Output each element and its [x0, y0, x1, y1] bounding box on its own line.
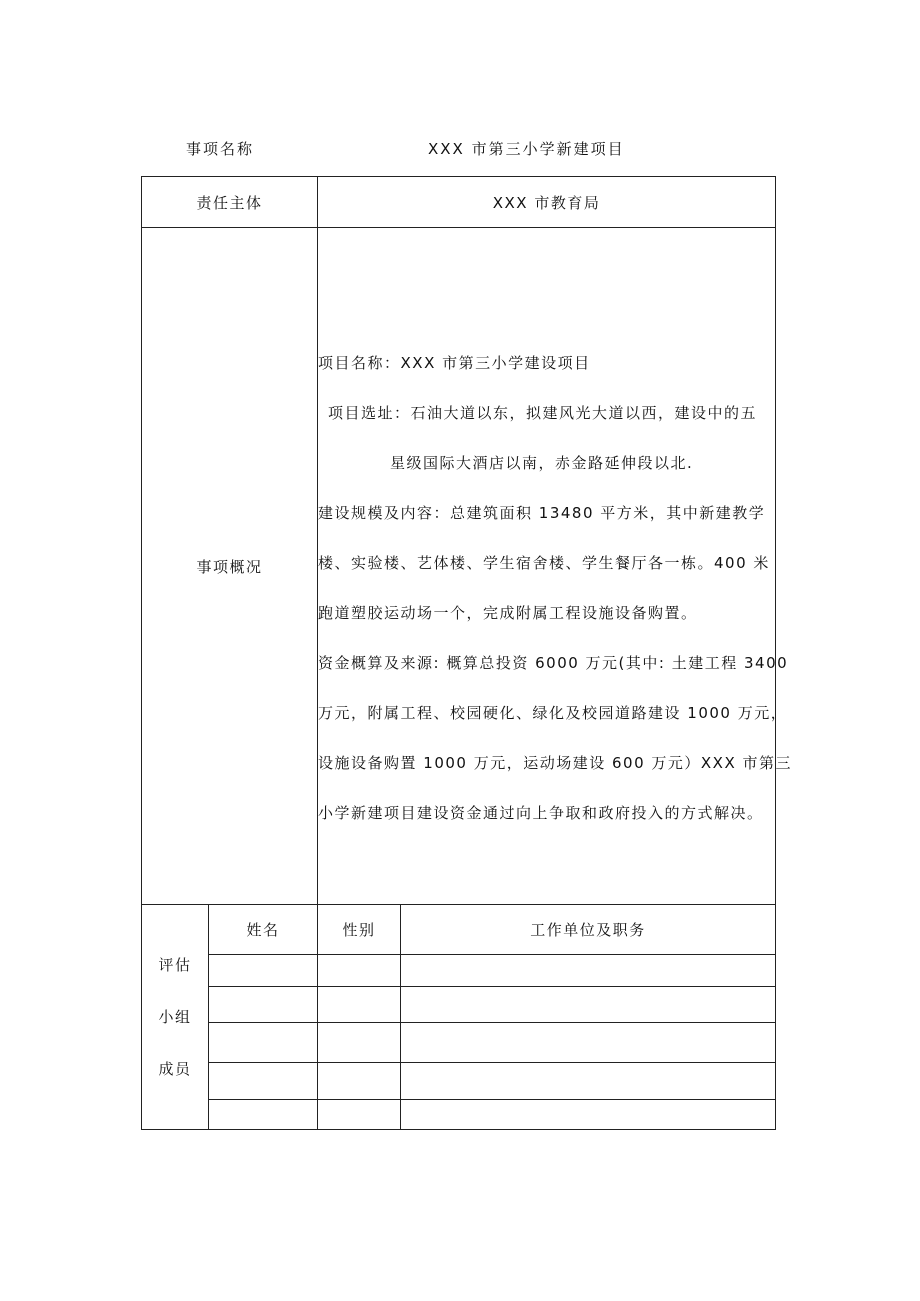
- member-name-cell: [209, 987, 318, 1023]
- member-row: [142, 1063, 776, 1100]
- member-workplace-cell: [401, 1023, 776, 1063]
- overview-line: 小学新建项目建设资金通过向上争取和政府投入的方式解决。: [318, 804, 764, 822]
- overview-content: [318, 228, 792, 905]
- member-name-cell: [209, 955, 318, 987]
- member-row: [142, 1100, 776, 1130]
- member-row: [142, 955, 776, 987]
- overview-line: 建设规模及内容：总建筑面积 13480 平方米，其中新建教学: [318, 504, 766, 522]
- members-section-label: [142, 905, 209, 1130]
- member-workplace-cell: [401, 955, 776, 987]
- member-gender-cell: [318, 1100, 401, 1130]
- member-gender-cell: [318, 955, 401, 987]
- member-workplace-cell: [401, 1063, 776, 1100]
- member-workplace-cell: [401, 1100, 776, 1130]
- overview-label: 事项概况: [142, 228, 318, 905]
- assessment-form-table: [141, 176, 792, 1130]
- member-gender-cell: [318, 987, 401, 1023]
- overview-line: 万元，附属工程、校园硬化、绿化及校园道路建设 1000 万元，: [318, 704, 788, 722]
- member-gender-cell: [318, 1023, 401, 1063]
- item-name-value: XXX 市第三小学新建项目: [428, 140, 625, 158]
- overview-line: 楼、实验楼、艺体楼、学生宿舍楼、学生餐厅各一栋。400 米: [318, 554, 770, 572]
- overview-line: 项目名称：XXX 市第三小学建设项目: [318, 354, 591, 372]
- member-row: [142, 1023, 776, 1063]
- member-name-cell: [209, 1023, 318, 1063]
- overview-line: 资金概算及来源: 概算总投资 6000 万元(其中: 土建工程 3400: [318, 654, 789, 672]
- overview-row: [142, 228, 776, 905]
- responsible-value: XXX 市教育局: [318, 177, 776, 228]
- responsible-row: [142, 177, 776, 228]
- overview-line: 设施设备购置 1000 万元，运动场建设 600 万元）XXX 市第三: [318, 754, 792, 772]
- overview-line: 星级国际大酒店以南，赤金路延伸段以北.: [390, 454, 694, 472]
- members-label-line: 评估: [158, 956, 192, 974]
- responsible-label: 责任主体: [142, 177, 318, 228]
- member-gender-cell: [318, 1063, 401, 1100]
- overview-line: 跑道塑胶运动场一个，完成附属工程设施设备购置。: [318, 604, 698, 622]
- column-header-workplace-position: 工作单位及职务: [401, 905, 776, 955]
- item-name-label: 事项名称: [186, 140, 255, 158]
- member-name-cell: [209, 1100, 318, 1130]
- members-header-row: [142, 905, 776, 955]
- member-name-cell: [209, 1063, 318, 1100]
- members-label-line: 小组: [158, 1008, 192, 1026]
- overview-line: 项目选址：石油大道以东，拟建风光大道以西，建设中的五: [328, 404, 758, 422]
- member-row: [142, 987, 776, 1023]
- member-workplace-cell: [401, 987, 776, 1023]
- column-header-gender: 性别: [318, 905, 401, 955]
- column-header-name: 姓名: [209, 905, 318, 955]
- members-label-line: 成员: [158, 1060, 192, 1078]
